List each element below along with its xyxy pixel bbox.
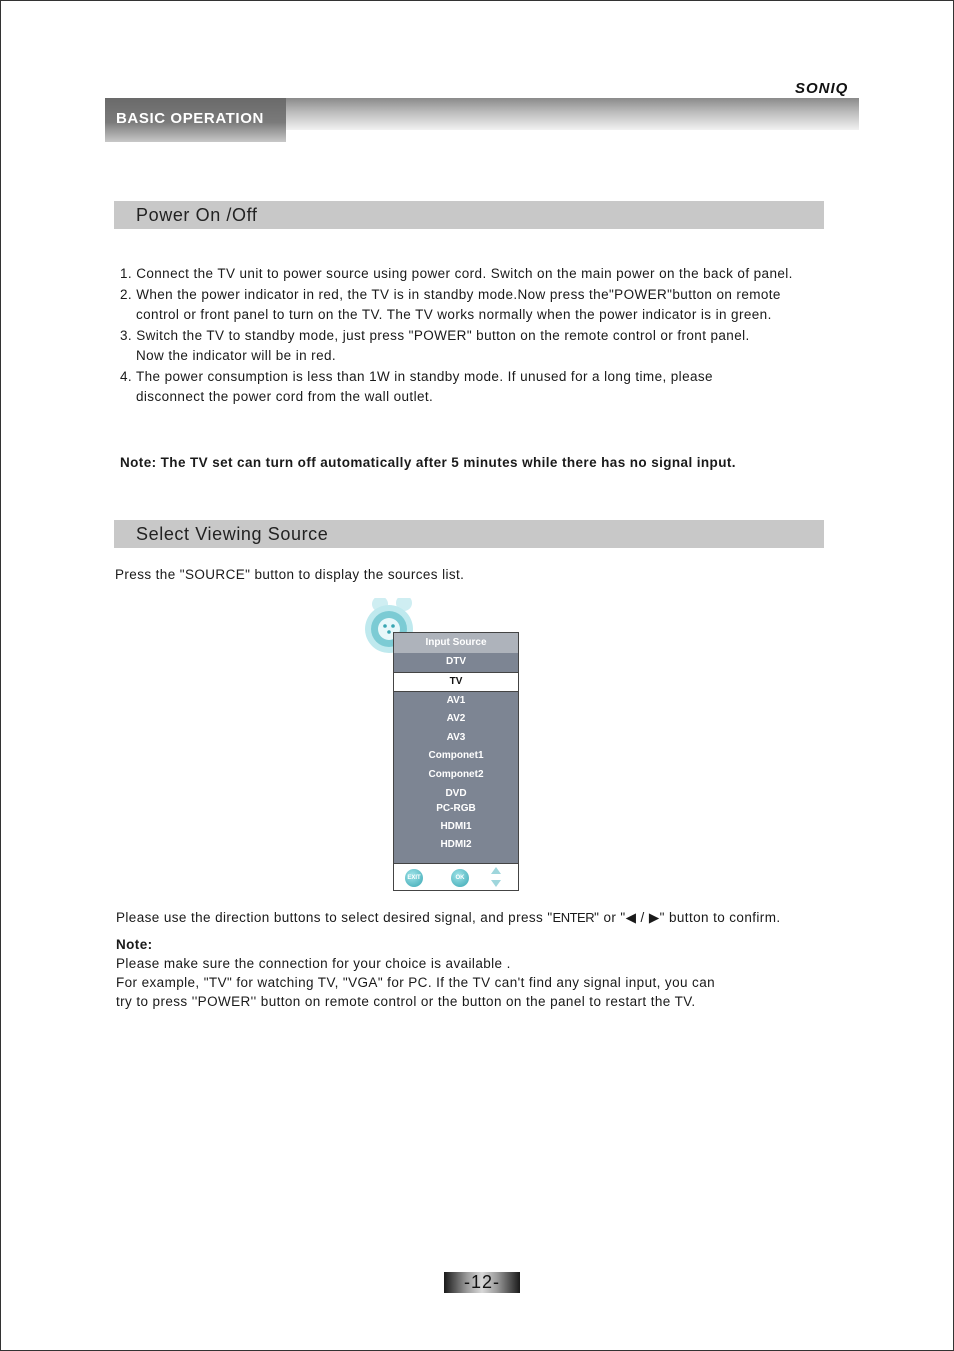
ok-button[interactable]: OK bbox=[451, 869, 469, 887]
list-item: 3. Switch the TV to standby mode, just press "POWER" button on the remote control or front panel. bbox=[120, 327, 750, 343]
list-item: 1. Connect the TV unit to power source using power cord. Switch on the main power on the back of panel. bbox=[120, 266, 793, 281]
menu-item-av1[interactable]: AV1 bbox=[446, 694, 466, 706]
up-down-arrows-icon bbox=[490, 866, 502, 888]
source-intro: Press the "SOURCE" button to display the sources list. bbox=[115, 567, 465, 582]
exit-button[interactable]: EXIT bbox=[405, 869, 423, 887]
menu-item-hdmi2[interactable]: HDMI2 bbox=[440, 839, 472, 851]
menu-item-av3[interactable]: AV3 bbox=[446, 731, 466, 743]
instruction-text: " button to confirm. bbox=[659, 910, 781, 925]
enter-label: ENTER bbox=[552, 910, 595, 925]
section-label: BASIC OPERATION bbox=[116, 110, 264, 127]
power-section-bar bbox=[114, 201, 824, 229]
instruction-text: Please use the direction buttons to select desired signal, and press " bbox=[116, 910, 553, 925]
menu-item-tv[interactable]: TV bbox=[394, 672, 518, 692]
menu-footer bbox=[394, 863, 518, 890]
note-heading: Note: bbox=[116, 937, 153, 952]
list-item-continuation: control or front panel to turn on the TV. The TV works normally when the power indicator is in green. bbox=[136, 307, 772, 322]
menu-item-dtv[interactable]: DTV bbox=[446, 656, 466, 667]
note-line: For example, "TV" for watching TV, "VGA" for PC. If the TV can't find any signal input, you can bbox=[116, 975, 716, 990]
list-item-continuation: Now the indicator will be in red. bbox=[136, 348, 337, 363]
brand-logo: SONIQ bbox=[795, 80, 849, 97]
source-section-title: Select Viewing Source bbox=[136, 524, 329, 544]
list-item: 4. The power consumption is less than 1W in standby mode. If unused for a long time, please bbox=[120, 368, 713, 384]
note-line: Please make sure the connection for your choice is available . bbox=[116, 956, 511, 971]
menu-item-componet2[interactable]: Componet2 bbox=[428, 768, 484, 780]
confirm-instruction bbox=[116, 910, 781, 926]
list-item-continuation: disconnect the power cord from the wall outlet. bbox=[136, 389, 434, 404]
input-source-menu bbox=[393, 632, 519, 891]
source-section-bar bbox=[114, 520, 824, 548]
menu-item-dvd[interactable]: DVD bbox=[445, 787, 467, 799]
menu-title: Input Source bbox=[394, 633, 518, 653]
menu-item-pc-rgb[interactable]: PC-RGB bbox=[436, 802, 476, 814]
power-section-title: Power On /Off bbox=[136, 205, 258, 225]
menu-item-componet1[interactable]: Componet1 bbox=[428, 750, 484, 762]
menu-item-av2[interactable]: AV2 bbox=[446, 713, 466, 725]
page-number: -12- bbox=[444, 1272, 520, 1293]
power-note: Note: The TV set can turn off automatically after 5 minutes while there has no signal input. bbox=[120, 455, 736, 470]
instruction-text: " or " bbox=[594, 910, 626, 925]
menu-item-hdmi1[interactable]: HDMI1 bbox=[440, 820, 472, 832]
left-right-arrows-icon: ◀ / ▶ bbox=[625, 910, 660, 925]
list-item: 2. When the power indicator in red, the TV is in standby mode.Now press the"POWER"button on remote bbox=[120, 286, 781, 302]
note-line: try to press ''POWER'' button on remote control or the button on the panel to restart the TV. bbox=[116, 994, 696, 1009]
power-instructions bbox=[120, 264, 850, 408]
